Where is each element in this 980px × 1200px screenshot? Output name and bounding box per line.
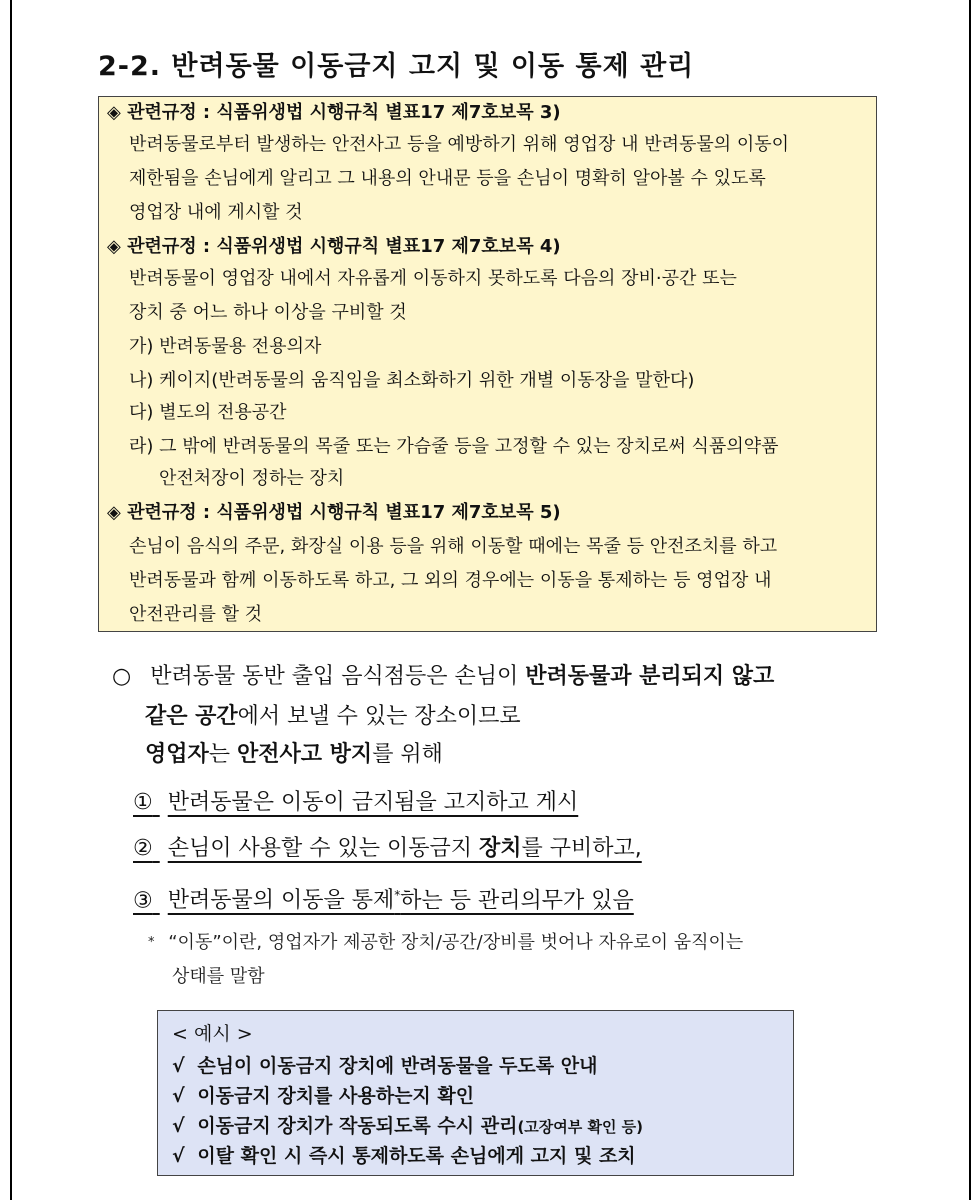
bullet-emphasis: 영업자 xyxy=(145,742,209,767)
regulation-text: 반려동물로부터 발생하는 안전사고 등을 예방하기 위해 영업장 내 반려동물의 이동이 xyxy=(129,134,790,155)
example-header: < 예시 > xyxy=(172,1023,253,1045)
bullet-text: 에서 보낼 수 있는 장소이므로 xyxy=(237,704,521,729)
bullet-text: 를 위해 xyxy=(372,742,443,767)
duty-number: ② xyxy=(133,836,153,861)
check-icon: √ xyxy=(172,1115,185,1137)
bullet-text: 는 xyxy=(208,742,238,767)
duty-text: 손님이 사용할 수 있는 이동금지 xyxy=(167,836,479,861)
duty-item-3 xyxy=(133,880,634,916)
bullet-text: 반려동물 동반 출입 음식점등은 손님이 xyxy=(150,664,526,689)
check-icon: √ xyxy=(172,1085,185,1107)
regulation-text: 손님이 음식의 주문, 화장실 이용 등을 위해 이동할 때에는 목줄 등 안전조치를 하고 xyxy=(129,536,778,557)
example-item-text: 이동금지 장치를 사용하는지 확인 xyxy=(197,1085,475,1107)
regulation-text: 장치 중 어느 하나 이상을 구비할 것 xyxy=(129,302,407,323)
footnote-marker: * xyxy=(148,935,155,950)
regulation-item: 라) 그 밖에 반려동물의 목줄 또는 가슴줄 등을 고정할 수 있는 장치로써 식품의약품 xyxy=(129,436,779,457)
duty-text: 를 구비하고, xyxy=(521,836,642,861)
regulation-item-continuation: 안전처장이 정하는 장치 xyxy=(159,468,345,489)
duty-text: 반려동물은 이동이 금지됨을 고지하고 게시 xyxy=(167,790,579,815)
duty-item-1 xyxy=(133,788,578,818)
regulation-title: ◈ 관련규정 : 식품위생법 시행규칙 별표17 제7호보목 5) xyxy=(107,502,561,523)
example-item-text: 이동금지 장치가 작동되도록 수시 관리 xyxy=(197,1115,518,1137)
check-icon: √ xyxy=(172,1145,185,1167)
bullet-emphasis: 안전사고 방지 xyxy=(237,742,373,767)
page-border-left xyxy=(10,0,12,1200)
duty-number: ① xyxy=(133,790,153,815)
footnote-line-2: 상태를 말함 xyxy=(172,966,265,987)
regulation-box xyxy=(98,96,877,632)
regulation-item: 다) 별도의 전용공간 xyxy=(129,402,287,423)
regulation-item: 나) 케이지(반려동물의 움직임을 최소화하기 위한 개별 이동장을 말한다) xyxy=(129,370,695,391)
regulation-title: ◈ 관련규정 : 식품위생법 시행규칙 별표17 제7호보목 4) xyxy=(107,236,561,257)
check-icon: √ xyxy=(172,1055,185,1077)
duty-number: ③ xyxy=(133,888,153,914)
duty-text: 하는 등 관리의무가 있음 xyxy=(400,888,634,914)
footnote-text: “이동”이란, 영업자가 제공한 장치/공간/장비를 벗어나 자유로이 움직이는 xyxy=(168,932,744,953)
regulation-item: 가) 반려동물용 전용의자 xyxy=(129,336,322,357)
page-border-right xyxy=(969,0,971,1200)
footnote-line-1 xyxy=(148,930,743,956)
regulation-text: 반려동물이 영업장 내에서 자유롭게 이동하지 못하도록 다음의 장비·공간 또는 xyxy=(129,268,737,289)
example-item xyxy=(172,1143,636,1169)
regulation-text: 제한됨을 손님에게 알리고 그 내용의 안내문 등을 손님이 명확히 알아볼 수 있도록 xyxy=(129,168,766,189)
bullet-marker: ○ xyxy=(112,664,132,689)
section-heading: 2-2. 반려동물 이동금지 고지 및 이동 통제 관리 xyxy=(98,51,695,82)
duty-item-2 xyxy=(133,834,642,864)
duty-text: 반려동물의 이동을 통제 xyxy=(167,888,395,914)
bullet-line-1 xyxy=(112,662,774,692)
regulation-title: ◈ 관련규정 : 식품위생법 시행규칙 별표17 제7호보목 3) xyxy=(107,102,561,123)
example-item xyxy=(172,1053,597,1079)
footnote-ref: * xyxy=(394,888,401,902)
bullet-line-3 xyxy=(145,740,443,770)
bullet-emphasis: 같은 공간 xyxy=(145,704,238,729)
regulation-text: 반려동물과 함께 이동하도록 하고, 그 외의 경우에는 이동을 통제하는 등 영업장 내 xyxy=(129,570,772,591)
example-item xyxy=(172,1113,643,1140)
example-item xyxy=(172,1083,474,1109)
bullet-line-2 xyxy=(145,702,521,732)
example-box xyxy=(157,1010,794,1176)
example-item-text: 이탈 확인 시 즉시 통제하도록 손님에게 고지 및 조치 xyxy=(197,1145,636,1167)
example-item-text: 손님이 이동금지 장치에 반려동물을 두도록 안내 xyxy=(197,1055,598,1077)
regulation-text: 영업장 내에 게시할 것 xyxy=(129,202,303,223)
regulation-text: 안전관리를 할 것 xyxy=(129,604,263,625)
duty-emphasis: 장치 xyxy=(478,836,522,861)
example-item-note: (고장여부 확인 등) xyxy=(517,1118,644,1136)
bullet-emphasis: 반려동물과 분리되지 않고 xyxy=(525,664,775,689)
